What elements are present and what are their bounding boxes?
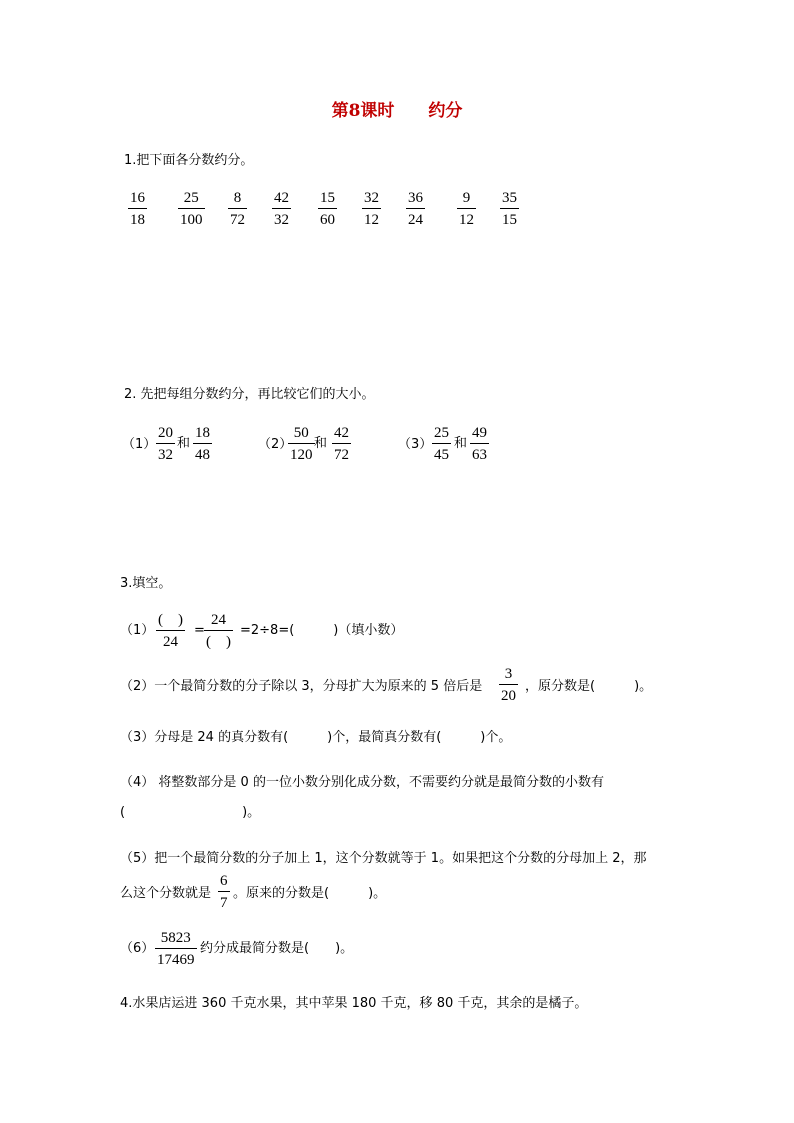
denominator: 24 [408,212,423,228]
q1-prompt: 1.把下面各分数约分。 [124,153,254,168]
q3-part1-fraction-b [204,611,233,651]
denominator: 32 [158,447,173,463]
q1-fraction-8 [457,189,476,229]
denominator: 12 [364,212,379,228]
q2-group-3-label: （3） [398,437,433,452]
q3-part4-answer: ( )。 [120,805,261,820]
denominator: 100 [180,212,203,228]
numerator: 42 [274,190,289,206]
q3-part1-label: （1） [120,623,155,638]
q2-group-2-fraction-b [332,424,351,464]
denominator: 32 [274,212,289,228]
numerator: 36 [408,190,423,206]
q4-prompt: 4.水果店运进 360 千克水果，其中苹果 180 千克，移 80 千克，其余的是橘子。 [120,996,588,1011]
q2-group-3-fraction-a [432,424,451,464]
denominator: ( ) [206,634,231,650]
numerator: 18 [195,425,210,441]
numerator: 24 [211,612,226,628]
q2-group-2-fraction-a [288,424,315,464]
q1-fraction-5 [318,189,337,229]
q1-fraction-4 [272,189,291,229]
q1-fraction-7 [406,189,425,229]
q3-part6-fraction [155,929,197,969]
q3-part2-text: （2）一个最简分数的分子除以 3，分母扩大为原来的 5 倍后是 [120,679,483,694]
numerator: 15 [320,190,335,206]
q3-part5-line1: （5）把一个最简分数的分子加上 1，这个分数就等于 1。如果把这个分数的分母加上 2，那 [120,851,647,866]
denominator: 15 [502,212,517,228]
q1-fraction-1 [128,189,147,229]
lesson-topic: 约分 [428,101,463,121]
q2-group-2-label: （2） [258,437,293,452]
numerator: 35 [502,190,517,206]
q3-part4-line1: （4） 将整数部分是 0 的一位小数分别化成分数，不需要约分就是最简分数的小数有 [120,775,604,790]
q3-part1-rest: =2÷8=( )（填小数） [240,623,404,638]
numerator: 32 [364,190,379,206]
denominator: 7 [220,895,228,911]
numerator: 6 [220,873,228,889]
denominator: 120 [290,447,313,463]
q1-fraction-2 [178,189,205,229]
numerator: 50 [293,425,309,441]
numerator: 25 [434,425,449,441]
q2-group-3-conjunction: 和 [454,436,468,451]
equals-sign: = [194,623,205,638]
denominator: 17469 [157,952,195,968]
q2-group-1-fraction-a [156,424,175,464]
q2-group-2-conjunction: 和 [314,436,328,451]
q1-fraction-9 [500,189,519,229]
q3-part5-answer: 。原来的分数是( )。 [233,886,387,901]
numerator: 16 [130,190,145,206]
denominator: 63 [472,447,487,463]
q3-prompt: 3.填空。 [120,576,172,591]
denominator: 24 [163,634,178,650]
q3-part5-line2: 么这个分数就是 [120,886,212,901]
q2-group-1-fraction-b [193,424,212,464]
numerator: 20 [158,425,173,441]
q2-group-3-fraction-b [470,424,489,464]
q1-fraction-6 [362,189,381,229]
numerator: 42 [334,425,349,441]
q3-part1-fraction-a [156,611,185,651]
q1-fraction-3 [228,189,247,229]
numerator: 49 [472,425,487,441]
denominator: 48 [195,447,210,463]
denominator: 45 [434,447,449,463]
denominator: 72 [334,447,349,463]
denominator: 12 [459,212,474,228]
numerator: 25 [183,190,199,206]
q2-group-1-conjunction: 和 [177,436,191,451]
denominator: 18 [130,212,145,228]
denominator: 72 [230,212,245,228]
lesson-number: 第8课时 [331,101,395,121]
numerator: 3 [504,666,513,682]
q3-part2-fraction [499,665,518,705]
q3-part6-label: （6） [120,941,155,956]
numerator: 9 [462,190,471,206]
numerator: 5823 [160,930,191,946]
q2-prompt: 2. 先把每组分数约分，再比较它们的大小。 [124,387,375,402]
q3-part2-answer: ，原分数是( )。 [525,679,653,694]
denominator: 60 [320,212,335,228]
numerator: 8 [233,190,242,206]
q3-part6-answer: 约分成最简分数是( )。 [200,941,354,956]
q3-part5-fraction [218,872,230,912]
q2-group-1-label: （1） [122,437,157,452]
page-title [0,96,794,121]
numerator: ( ) [158,612,183,628]
q3-part3: （3）分母是 24 的真分数有( )个，最简真分数有( )个。 [120,730,512,745]
denominator: 20 [501,688,516,704]
